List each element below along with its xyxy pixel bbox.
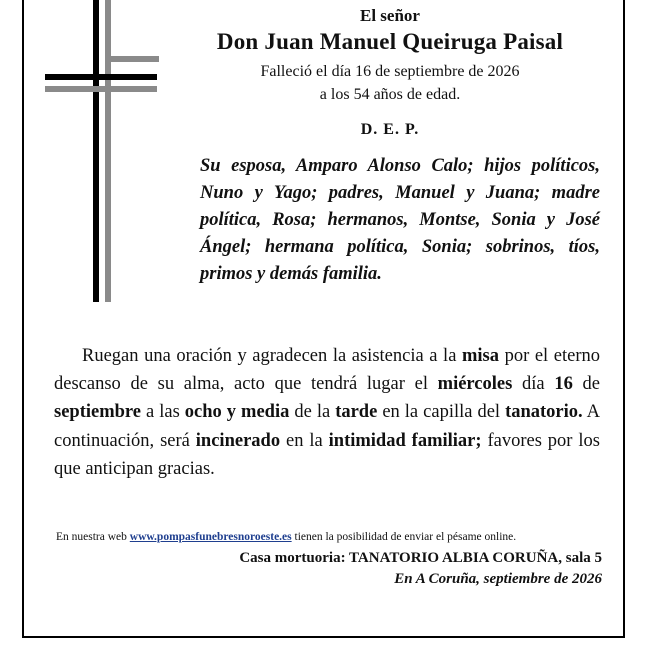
rest-in-peace: D. E. P. <box>360 121 420 138</box>
website-link[interactable]: www.pompasfunebresnoroeste.es <box>129 531 292 543</box>
deceased-name: Don Juan Manuel Queiruga Paisal <box>216 29 564 54</box>
web-prefix: En nuestra web <box>56 531 130 543</box>
death-date: Falleció el día 16 de septiembre de 2026 <box>260 63 520 80</box>
cross-top-shadow <box>105 56 159 62</box>
cross-horizontal-bar <box>45 74 157 80</box>
cross-horizontal-shadow <box>45 86 157 92</box>
family-list: Su esposa, Amparo Alonso Calo; hijos políticos, Nuno y Yago; padres, Manuel y Juana; madre política, Rosa; hermanos, Montse, Sonia y José Ángel; hermana política, Sonia; sobrinos, tíos, primos y demás familia. <box>200 156 600 284</box>
ceremony-notice: Ruegan una oración y agradecen la asistencia a la misa por el eterno descanso de su alma, acto que tendrá lugar el miércoles día 16 de septiembre a las ocho y media de la tarde en la capilla del tanatorio. A continuación, será incinerado en la intimidad familiar; favores por los que anticipan gracias. <box>54 346 601 479</box>
funeral-home: Casa mortuoria: TANATORIO ALBIA CORUÑA, sala 5 <box>239 550 602 566</box>
web-suffix: tienen la posibilidad de enviar el pésame online. <box>291 531 517 543</box>
place-and-date: En A Coruña, septiembre de 2026 <box>394 571 602 587</box>
cross-vertical-shadow <box>105 0 111 302</box>
honorific-title: El señor <box>360 6 420 25</box>
web-condolence-note <box>56 531 616 543</box>
cross-icon <box>45 0 165 310</box>
age-at-death: a los 54 años de edad. <box>319 86 461 103</box>
cross-vertical-bar <box>93 0 99 302</box>
